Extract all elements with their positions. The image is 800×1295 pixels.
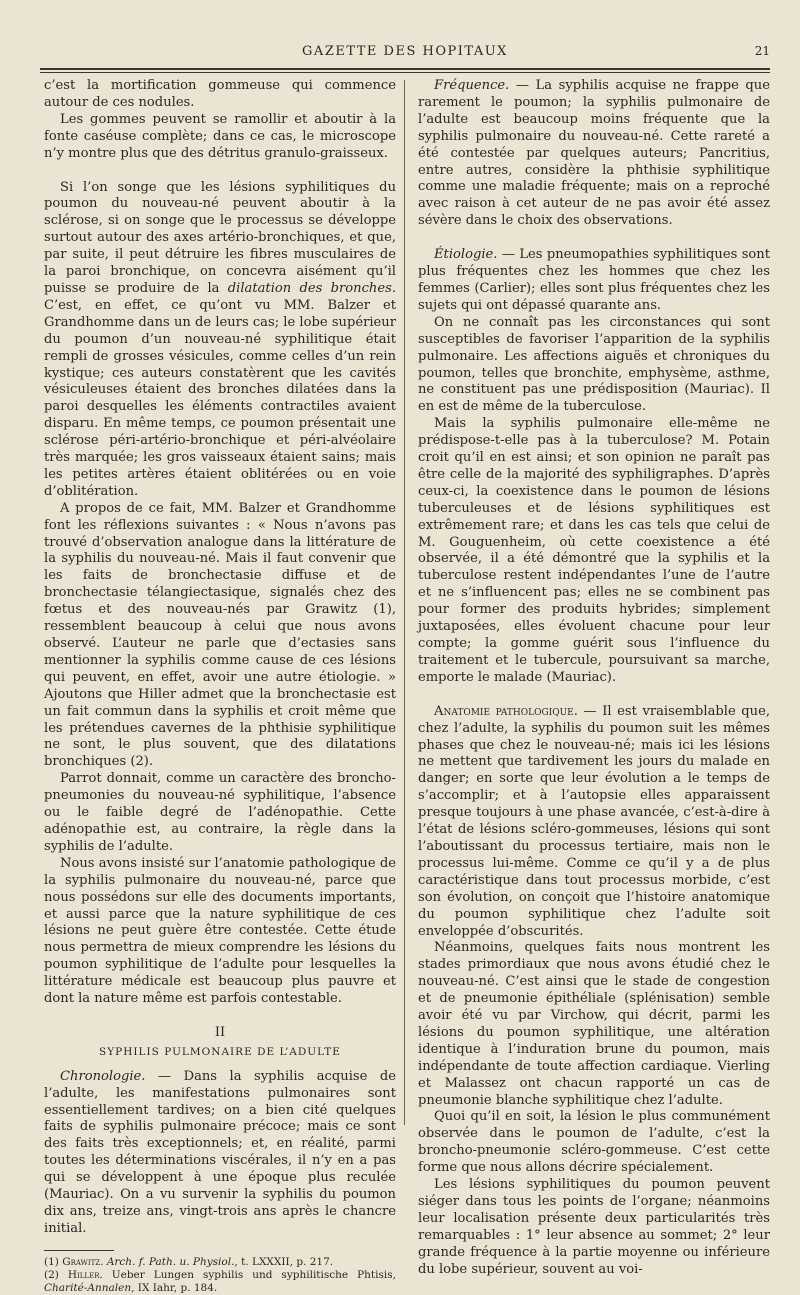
paragraph: Mais la syphilis pulmonaire elle-même ne prédispose-t-elle pas à la tuberculose? M. Potain croit qu’il en est ainsi; et son opinion ne paraît pas être celle de la majorité des syphiligraphes. D’après ceux-ci, la coexistence dans le poumon de lésions tuberculeuses et de lésions syphilitiques est extrêmement rare; et dans les cas tels que celui de M. Gouguenheim, où cette coexistence a été observée, il a été démontré que la syphilis et la tuberculose restent indépendantes l’une de l’autre et ne s’influencent pas; elles ne se combinent pas pour former des produits hybrides; simplement juxtaposées, elles évoluent chacune pour leur compte; la gomme guérit sous l’influence du traitement et le tubercule, poursuivant sa marche, emporte le malade (Mauriac). xyxy=(418,416,770,685)
header-rule-thin xyxy=(40,72,770,73)
paragraph: Nous avons insisté sur l’anatomie pathologique de la syphilis pulmonaire du nouveau-né, parce que nous possédons sur elle des documents importants, et aussi parce que la nature syphilitique de ces lésions ne peut guère être contestée. Cette étude nous permettra de mieux comprendre les lésions du poumon syphilitique de l’adulte pour lesquelles la littérature médicale est beaucoup plus pauvre et dont la nature même est parfois contestable. xyxy=(44,855,396,1007)
paragraph-heading: Fréquence. xyxy=(434,78,510,93)
paragraph-heading: Étiologie. xyxy=(434,247,498,263)
section-number: II xyxy=(214,1024,226,1040)
paragraph: Si l’on songe que les lésions syphilitiques du poumon du nouveau-né peuvent aboutir à la sclérose, si on songe que le processus se développe surtout autour des axes artério-bronchiques, et que, par suite, il peut détruire les fibres musculaires de la paroi bronchique, on concevra aisément qu’il puisse se produire de la dilatation des bronches. C’est, en effet, ce qu’ont vu MM. Balzer et Grandhomme dans un de leurs cas; le lobe supérieur du poumon d’un nouveau-né syphilitique était rempli de grosses vésicules, comme celles d’un rein kystique; ces auteurs constatèrent que les cavités vésiculeuses étaient des bronches dilatées dans la paroi desquelles les éléments contractiles avaient disparu. En même temps, ce poumon présentait une sclérose péri-artério-bronchique et péri-alvéolaire très marquée; les gros vaisseaux étaient sains; mais les petites artères étaient oblitérées ou en voie d’oblitération. xyxy=(44,179,396,499)
page-header xyxy=(40,44,770,64)
paragraph: Fréquence. — La syphilis acquise ne frappe que rarement le poumon; la syphilis pulmonaire de l’adulte est beaucoup moins fréquente que la syphilis pulmonaire du nouveau-né. Cette rareté a été contestée par quelques auteurs; Pancritius, entre autres, considère la phthisie syphilitique comme une maladie fréquente; mais on a reproché avec raison à cet auteur de ne pas avoir été assez sévère dans le choix des observations. xyxy=(418,78,770,229)
footnote: (1) Grawitz. Arch. f. Path. u. Physiol., t. LXXXII, p. 217. xyxy=(44,1255,334,1268)
paragraph: A propos de ce fait, MM. Balzer et Grandhomme font les réflexions suivantes : « Nous n’avons pas trouvé d’observation analogue dans la littérature de la syphilis du nouveau-né. Mais il faut convenir que les faits de bronchectasie diffuse et de bronchectasie télangiectasique, signalés chez des fœtus et des nouveau-nés par Grawitz (1), ressemblent beaucoup à celui que nous avons observé. L’auteur ne parle que d’ectasies sans mentionner la syphilis comme cause de ces lésions qui peuvent, en effet, avoir une autre étiologie. » Ajoutons que Hiller admet que la bronchectasie est un fait commun dans la syphilis et croit même que les prétendues cavernes de la phthisie syphilitique ne sont, le plus souvent, que des dilatations bronchiques (2). xyxy=(44,500,396,770)
paragraph: Les gommes peuvent se ramollir et aboutir à la fonte caséuse complète; dans ce cas, le microscope n’y montre plus que des détritus granulo-graisseux. xyxy=(44,111,396,161)
paragraph: Quoi qu’il en soit, la lésion le plus communément observée dans le poumon de l’adulte, c’est la broncho-pneumonie scléro-gommeuse. C’est cette forme que nous allons décrire spécialement. xyxy=(418,1109,770,1176)
paragraph-heading: Chronologie. xyxy=(60,1068,146,1084)
paragraph: Parrot donnait, comme un caractère des broncho-pneumonies du nouveau-né syphilitique, l’absence ou le faible degré de l’adénopathie. Cette adénopathie est, au contraire, la règle dans la syphilis de l’adulte. xyxy=(44,771,396,854)
paragraph: Néanmoins, quelques faits nous montrent les stades primordiaux que nous avons étudié chez le nouveau-né. C’est ainsi que le stade de congestion et de pneumonie épithéliale (splénisation) semble avoir été vu par Virchow, qui décrit, parmi les lésions du poumon syphilitique, une altération identique à l’induration brune du poumon, mais indépendante de toute affection cardiaque. Vierling et Malassez ont chacun rapporté un cas de pneumonie blanche syphilitique chez l’adulte. xyxy=(418,940,770,1108)
left-column xyxy=(44,78,396,1295)
paragraph: Étiologie. — Les pneumopathies syphilitiques sont plus fréquentes chez les hommes que chez les femmes (Carlier); elles sont plus fréquentes chez les sujets qui ont dépassé quarante ans. xyxy=(418,247,770,313)
paragraph: Chronologie. — Dans la syphilis acquise de l’adulte, les manifestations pulmonaires sont essentiellement tardives; on a bien cité quelques faits de syphilis pulmonaire précoce; mais ce sont des faits très exceptionnels; et, en réalité, parmi toutes les déterminations viscérales, il n’y en a pas qui se développent à une époque plus reculée (Mauriac). On a vu survenir la syphilis du poumon dix ans, treize ans, vingt-trois ans après le chancre initial. xyxy=(44,1068,396,1236)
page-number: 21 xyxy=(754,44,770,58)
column-divider xyxy=(404,80,405,1125)
paragraph-heading: Anatomie pathologique. xyxy=(434,703,578,719)
journal-title: GAZETTE DES HOPITAUX xyxy=(302,44,508,59)
paragraph: Anatomie pathologique. — Il est vraisemblable que, chez l’adulte, la syphilis du poumon suit les mêmes phases que chez le nouveau-né; mais ici les lésions ne mettent que tardivement les jours du malade en danger; en sorte que leur évolution a le temps de s’accomplir; et à l’autopsie elles apparaissent presque toujours à une phase avancée, c’est-à-dire à l’état de lésions scléro-gommeuses, lésions qui sont l’aboutissant du processus tertiaire, mais non le processus lui-même. Comme ce qu’il y a de plus caractéristique dans tout processus morbide, c’est son évolution, on conçoit que l’histoire anatomique du poumon syphilitique chez l’adulte soit enveloppée d’obscurités. xyxy=(418,703,771,939)
section-title: SYPHILIS PULMONAIRE DE L’ADULTE xyxy=(99,1045,341,1058)
header-rule-thick xyxy=(40,68,770,70)
paragraph: On ne connaît pas les circonstances qui sont susceptibles de favoriser l’apparition de la syphilis pulmonaire. Les affections aiguës et chroniques du poumon, telles que bronchite, emphysème, asthme, ne constituent pas une prédisposition (Mauriac). Il en est de même de la tuberculose. xyxy=(418,314,770,415)
emphasis: dilatation des bronches. xyxy=(227,280,396,296)
footnote-rule xyxy=(44,1250,114,1251)
paragraph: c’est la mortification gommeuse qui commence autour de ces nodules. xyxy=(44,78,396,110)
right-column xyxy=(418,78,770,1279)
paragraph: Les lésions syphilitiques du poumon peuvent siéger dans tous les points de l’organe; néanmoins leur localisation présente deux particularités très remarquables : 1° leur absence au sommet; 2° leur grande fréquence à la partie moyenne ou inférieure du lobe supérieur, souvent au voi- xyxy=(418,1177,770,1277)
footnote: (2) Hiller. Ueber Lungen syphilis und syphilitische Phtisis, Charité-Annalen, IX Iahr, p. 184. xyxy=(44,1268,396,1294)
